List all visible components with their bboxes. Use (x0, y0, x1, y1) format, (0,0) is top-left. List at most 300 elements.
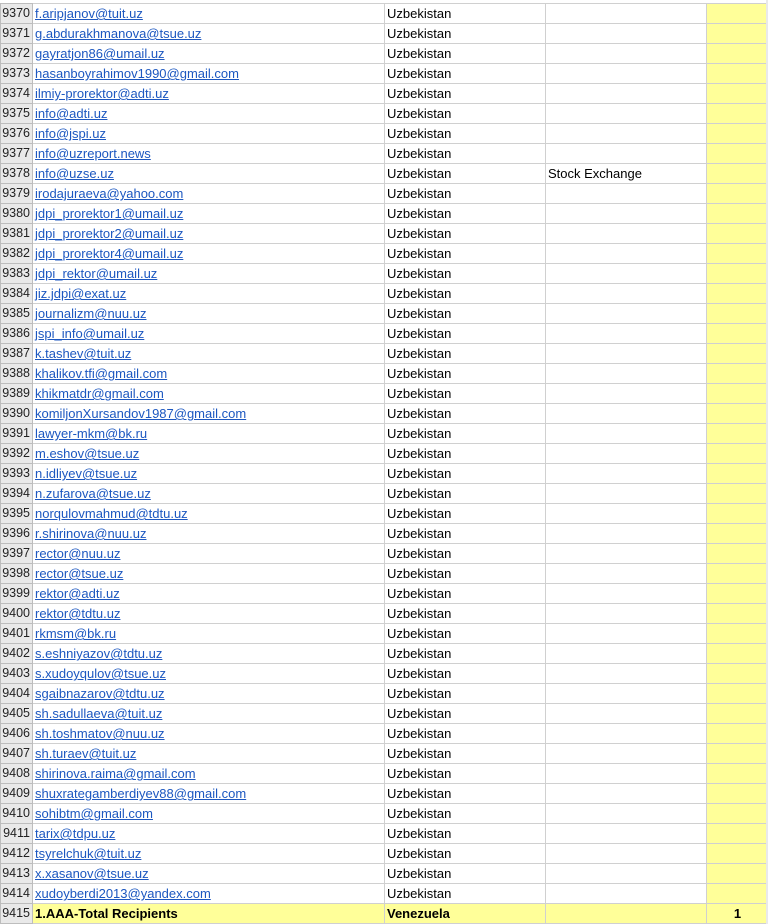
email-cell[interactable] (33, 464, 385, 484)
note-cell[interactable] (546, 144, 707, 164)
count-cell[interactable] (707, 364, 767, 384)
email-link[interactable]: ilmiy-prorektor@adti.uz (35, 86, 169, 101)
count-cell[interactable] (707, 284, 767, 304)
row-header[interactable]: 9376 (1, 124, 33, 144)
row-header[interactable]: 9390 (1, 404, 33, 424)
row-header[interactable]: 9383 (1, 264, 33, 284)
country-cell[interactable]: Uzbekistan (385, 584, 546, 604)
count-cell[interactable] (707, 444, 767, 464)
row-header[interactable]: 9410 (1, 804, 33, 824)
total-label-cell[interactable]: 1.AAA-Total Recipients (33, 904, 385, 924)
row-header[interactable]: 9372 (1, 44, 33, 64)
row-header[interactable]: 9399 (1, 584, 33, 604)
country-cell[interactable]: Uzbekistan (385, 604, 546, 624)
note-cell[interactable] (546, 644, 707, 664)
table-row[interactable] (1, 244, 767, 264)
note-cell[interactable] (546, 664, 707, 684)
note-cell[interactable] (546, 324, 707, 344)
email-link[interactable]: s.xudoyqulov@tsue.uz (35, 666, 166, 681)
note-cell[interactable] (546, 724, 707, 744)
email-cell[interactable] (33, 24, 385, 44)
country-cell[interactable]: Uzbekistan (385, 364, 546, 384)
country-cell[interactable]: Uzbekistan (385, 564, 546, 584)
note-cell[interactable] (546, 344, 707, 364)
row-header[interactable]: 9398 (1, 564, 33, 584)
email-link[interactable]: r.shirinova@nuu.uz (35, 526, 147, 541)
note-cell[interactable] (546, 804, 707, 824)
country-cell[interactable]: Uzbekistan (385, 204, 546, 224)
email-link[interactable]: khalikov.tfi@gmail.com (35, 366, 168, 381)
row-header[interactable]: 9414 (1, 884, 33, 904)
table-row[interactable] (1, 64, 767, 84)
email-link[interactable]: xudoyberdi2013@yandex.com (35, 886, 211, 901)
table-row[interactable] (1, 324, 767, 344)
row-header[interactable]: 9371 (1, 24, 33, 44)
table-row[interactable] (1, 544, 767, 564)
count-cell[interactable] (707, 784, 767, 804)
table-row[interactable] (1, 84, 767, 104)
country-cell[interactable]: Uzbekistan (385, 684, 546, 704)
note-cell[interactable] (546, 564, 707, 584)
note-cell[interactable] (546, 684, 707, 704)
table-row[interactable] (1, 724, 767, 744)
note-cell[interactable] (546, 824, 707, 844)
table-row[interactable] (1, 284, 767, 304)
row-header[interactable]: 9380 (1, 204, 33, 224)
note-cell[interactable] (546, 704, 707, 724)
row-header[interactable]: 9395 (1, 504, 33, 524)
email-link[interactable]: sh.toshmatov@nuu.uz (35, 726, 165, 741)
email-cell[interactable] (33, 784, 385, 804)
country-cell[interactable]: Uzbekistan (385, 4, 546, 24)
total-row[interactable] (1, 904, 767, 924)
note-cell[interactable] (546, 284, 707, 304)
table-row[interactable] (1, 684, 767, 704)
note-cell[interactable] (546, 64, 707, 84)
email-link[interactable]: irodajuraeva@yahoo.com (35, 186, 184, 201)
count-cell[interactable] (707, 564, 767, 584)
row-header[interactable]: 9400 (1, 604, 33, 624)
row-header[interactable]: 9386 (1, 324, 33, 344)
note-cell[interactable] (546, 4, 707, 24)
email-cell[interactable] (33, 404, 385, 424)
table-row[interactable] (1, 824, 767, 844)
email-cell[interactable] (33, 4, 385, 24)
country-cell[interactable]: Uzbekistan (385, 284, 546, 304)
email-cell[interactable] (33, 164, 385, 184)
country-cell[interactable]: Uzbekistan (385, 544, 546, 564)
count-cell[interactable] (707, 244, 767, 264)
table-row[interactable] (1, 444, 767, 464)
row-header[interactable]: 9412 (1, 844, 33, 864)
email-link[interactable]: norqulovmahmud@tdtu.uz (35, 506, 188, 521)
table-row[interactable] (1, 124, 767, 144)
email-link[interactable]: jdpi_prorektor2@umail.uz (35, 226, 184, 241)
count-cell[interactable] (707, 524, 767, 544)
note-cell[interactable] (546, 124, 707, 144)
email-cell[interactable] (33, 144, 385, 164)
row-header[interactable]: 9392 (1, 444, 33, 464)
table-row[interactable] (1, 464, 767, 484)
row-header[interactable]: 9391 (1, 424, 33, 444)
count-cell[interactable] (707, 824, 767, 844)
count-cell[interactable] (707, 744, 767, 764)
note-cell[interactable] (546, 844, 707, 864)
country-cell[interactable]: Uzbekistan (385, 464, 546, 484)
table-row[interactable] (1, 164, 767, 184)
country-cell[interactable]: Uzbekistan (385, 144, 546, 164)
row-header[interactable]: 9396 (1, 524, 33, 544)
country-cell[interactable]: Uzbekistan (385, 664, 546, 684)
count-cell[interactable] (707, 24, 767, 44)
row-header[interactable]: 9389 (1, 384, 33, 404)
email-link[interactable]: x.xasanov@tsue.uz (35, 866, 149, 881)
email-link[interactable]: gayratjon86@umail.uz (35, 46, 165, 61)
email-link[interactable]: s.eshniyazov@tdtu.uz (35, 646, 163, 661)
country-cell[interactable]: Uzbekistan (385, 164, 546, 184)
note-cell[interactable] (546, 524, 707, 544)
email-cell[interactable] (33, 304, 385, 324)
count-cell[interactable] (707, 44, 767, 64)
table-row[interactable] (1, 704, 767, 724)
row-header[interactable]: 9374 (1, 84, 33, 104)
email-link[interactable]: g.abdurakhmanova@tsue.uz (35, 26, 202, 41)
count-cell[interactable] (707, 424, 767, 444)
table-row[interactable] (1, 304, 767, 324)
row-header[interactable]: 9415 (1, 904, 33, 924)
count-cell[interactable] (707, 664, 767, 684)
email-cell[interactable] (33, 524, 385, 544)
email-link[interactable]: info@uzreport.news (35, 146, 151, 161)
note-cell[interactable] (546, 504, 707, 524)
table-row[interactable] (1, 44, 767, 64)
count-cell[interactable] (707, 684, 767, 704)
count-cell[interactable] (707, 4, 767, 24)
note-cell[interactable] (546, 444, 707, 464)
table-row[interactable] (1, 484, 767, 504)
row-header[interactable]: 9379 (1, 184, 33, 204)
email-cell[interactable] (33, 564, 385, 584)
country-cell[interactable]: Uzbekistan (385, 404, 546, 424)
email-cell[interactable] (33, 444, 385, 464)
country-cell[interactable]: Uzbekistan (385, 184, 546, 204)
table-row[interactable] (1, 604, 767, 624)
email-link[interactable]: rektor@adti.uz (35, 586, 120, 601)
note-cell[interactable] (546, 384, 707, 404)
row-header[interactable]: 9413 (1, 864, 33, 884)
email-link[interactable]: rektor@tdtu.uz (35, 606, 121, 621)
count-cell[interactable] (707, 884, 767, 904)
email-cell[interactable] (33, 284, 385, 304)
email-cell[interactable] (33, 824, 385, 844)
country-cell[interactable]: Uzbekistan (385, 744, 546, 764)
email-cell[interactable] (33, 64, 385, 84)
country-cell[interactable]: Uzbekistan (385, 624, 546, 644)
email-cell[interactable] (33, 664, 385, 684)
email-link[interactable]: jdpi_prorektor1@umail.uz (35, 206, 184, 221)
email-cell[interactable] (33, 204, 385, 224)
note-cell[interactable] (546, 84, 707, 104)
table-row[interactable] (1, 884, 767, 904)
row-header[interactable]: 9408 (1, 764, 33, 784)
email-cell[interactable] (33, 364, 385, 384)
country-cell[interactable]: Uzbekistan (385, 784, 546, 804)
email-link[interactable]: hasanboyrahimov1990@gmail.com (35, 66, 239, 81)
count-cell[interactable] (707, 604, 767, 624)
country-cell[interactable]: Uzbekistan (385, 724, 546, 744)
country-cell[interactable]: Uzbekistan (385, 384, 546, 404)
email-link[interactable]: jdpi_prorektor4@umail.uz (35, 246, 184, 261)
email-cell[interactable] (33, 224, 385, 244)
row-header[interactable]: 9375 (1, 104, 33, 124)
table-row[interactable] (1, 424, 767, 444)
table-row[interactable] (1, 4, 767, 24)
table-row[interactable] (1, 264, 767, 284)
email-cell[interactable] (33, 424, 385, 444)
email-link[interactable]: rector@tsue.uz (35, 566, 124, 581)
country-cell[interactable]: Uzbekistan (385, 704, 546, 724)
email-cell[interactable] (33, 844, 385, 864)
email-link[interactable]: jiz.jdpi@exat.uz (35, 286, 127, 301)
row-header[interactable]: 9387 (1, 344, 33, 364)
email-cell[interactable] (33, 504, 385, 524)
count-cell[interactable] (707, 584, 767, 604)
country-cell[interactable]: Uzbekistan (385, 104, 546, 124)
email-link[interactable]: f.aripjanov@tuit.uz (35, 6, 143, 21)
country-cell[interactable]: Uzbekistan (385, 224, 546, 244)
note-cell[interactable] (546, 744, 707, 764)
email-link[interactable]: k.tashev@tuit.uz (35, 346, 132, 361)
row-header[interactable]: 9373 (1, 64, 33, 84)
table-row[interactable] (1, 644, 767, 664)
count-cell[interactable] (707, 724, 767, 744)
table-row[interactable] (1, 504, 767, 524)
country-cell[interactable]: Uzbekistan (385, 64, 546, 84)
country-cell[interactable]: Uzbekistan (385, 644, 546, 664)
count-cell[interactable] (707, 484, 767, 504)
email-cell[interactable] (33, 544, 385, 564)
note-cell[interactable] (546, 464, 707, 484)
count-cell[interactable] (707, 844, 767, 864)
email-link[interactable]: m.eshov@tsue.uz (35, 446, 140, 461)
table-row[interactable] (1, 764, 767, 784)
note-cell[interactable] (546, 764, 707, 784)
note-cell[interactable] (546, 604, 707, 624)
email-link[interactable]: info@uzse.uz (35, 166, 114, 181)
country-cell[interactable]: Uzbekistan (385, 264, 546, 284)
note-cell[interactable] (546, 784, 707, 804)
count-cell[interactable] (707, 264, 767, 284)
row-header[interactable]: 9382 (1, 244, 33, 264)
note-cell[interactable] (546, 304, 707, 324)
row-header[interactable]: 9402 (1, 644, 33, 664)
email-link[interactable]: n.zufarova@tsue.uz (35, 486, 151, 501)
note-cell[interactable] (546, 244, 707, 264)
table-row[interactable] (1, 864, 767, 884)
total-note-cell[interactable] (546, 904, 707, 924)
note-cell[interactable] (546, 484, 707, 504)
note-cell[interactable] (546, 624, 707, 644)
email-link[interactable]: shuxrategamberdiyev88@gmail.com (35, 786, 247, 801)
count-cell[interactable] (707, 404, 767, 424)
email-cell[interactable] (33, 724, 385, 744)
count-cell[interactable] (707, 324, 767, 344)
row-header[interactable]: 9370 (1, 4, 33, 24)
email-link[interactable]: sgaibnazarov@tdtu.uz (35, 686, 165, 701)
note-cell[interactable]: Stock Exchange (546, 164, 707, 184)
count-cell[interactable] (707, 104, 767, 124)
email-link[interactable]: sh.turaev@tuit.uz (35, 746, 137, 761)
country-cell[interactable]: Uzbekistan (385, 424, 546, 444)
email-cell[interactable] (33, 344, 385, 364)
country-cell[interactable]: Uzbekistan (385, 304, 546, 324)
count-cell[interactable] (707, 64, 767, 84)
table-row[interactable] (1, 24, 767, 44)
note-cell[interactable] (546, 864, 707, 884)
email-link[interactable]: n.idliyev@tsue.uz (35, 466, 138, 481)
country-cell[interactable]: Uzbekistan (385, 324, 546, 344)
count-cell[interactable] (707, 504, 767, 524)
total-country-cell[interactable]: Venezuela (385, 904, 546, 924)
table-row[interactable] (1, 184, 767, 204)
email-link[interactable]: journalizm@nuu.uz (35, 306, 147, 321)
country-cell[interactable]: Uzbekistan (385, 84, 546, 104)
country-cell[interactable]: Uzbekistan (385, 484, 546, 504)
email-link[interactable]: tarix@tdpu.uz (35, 826, 116, 841)
email-link[interactable]: tsyrelchuk@tuit.uz (35, 846, 142, 861)
country-cell[interactable]: Uzbekistan (385, 884, 546, 904)
country-cell[interactable]: Uzbekistan (385, 764, 546, 784)
note-cell[interactable] (546, 544, 707, 564)
email-cell[interactable] (33, 584, 385, 604)
country-cell[interactable]: Uzbekistan (385, 864, 546, 884)
email-link[interactable]: komiljonXursandov1987@gmail.com (35, 406, 247, 421)
note-cell[interactable] (546, 424, 707, 444)
country-cell[interactable]: Uzbekistan (385, 344, 546, 364)
count-cell[interactable] (707, 344, 767, 364)
count-cell[interactable] (707, 624, 767, 644)
email-cell[interactable] (33, 864, 385, 884)
note-cell[interactable] (546, 224, 707, 244)
table-row[interactable] (1, 384, 767, 404)
count-cell[interactable] (707, 164, 767, 184)
count-cell[interactable] (707, 644, 767, 664)
count-cell[interactable] (707, 124, 767, 144)
table-row[interactable] (1, 584, 767, 604)
note-cell[interactable] (546, 584, 707, 604)
row-header[interactable]: 9409 (1, 784, 33, 804)
email-cell[interactable] (33, 684, 385, 704)
count-cell[interactable] (707, 224, 767, 244)
table-row[interactable] (1, 784, 767, 804)
row-header[interactable]: 9377 (1, 144, 33, 164)
email-cell[interactable] (33, 764, 385, 784)
email-cell[interactable] (33, 804, 385, 824)
row-header[interactable]: 9388 (1, 364, 33, 384)
table-row[interactable] (1, 744, 767, 764)
email-link[interactable]: jdpi_rektor@umail.uz (35, 266, 158, 281)
table-row[interactable] (1, 804, 767, 824)
country-cell[interactable]: Uzbekistan (385, 24, 546, 44)
table-row[interactable] (1, 564, 767, 584)
count-cell[interactable] (707, 704, 767, 724)
row-header[interactable]: 9403 (1, 664, 33, 684)
country-cell[interactable]: Uzbekistan (385, 244, 546, 264)
email-link[interactable]: jspi_info@umail.uz (35, 326, 145, 341)
country-cell[interactable]: Uzbekistan (385, 524, 546, 544)
row-header[interactable]: 9385 (1, 304, 33, 324)
country-cell[interactable]: Uzbekistan (385, 804, 546, 824)
note-cell[interactable] (546, 404, 707, 424)
note-cell[interactable] (546, 104, 707, 124)
email-cell[interactable] (33, 744, 385, 764)
count-cell[interactable] (707, 464, 767, 484)
country-cell[interactable]: Uzbekistan (385, 444, 546, 464)
count-cell[interactable] (707, 304, 767, 324)
table-row[interactable] (1, 144, 767, 164)
email-cell[interactable] (33, 264, 385, 284)
row-header[interactable]: 9381 (1, 224, 33, 244)
email-cell[interactable] (33, 604, 385, 624)
row-header[interactable]: 9405 (1, 704, 33, 724)
email-cell[interactable] (33, 84, 385, 104)
total-count-cell[interactable]: 1 (707, 904, 767, 924)
note-cell[interactable] (546, 44, 707, 64)
email-link[interactable]: sh.sadullaeva@tuit.uz (35, 706, 163, 721)
note-cell[interactable] (546, 884, 707, 904)
count-cell[interactable] (707, 544, 767, 564)
email-cell[interactable] (33, 384, 385, 404)
count-cell[interactable] (707, 864, 767, 884)
note-cell[interactable] (546, 24, 707, 44)
row-header[interactable]: 9393 (1, 464, 33, 484)
email-cell[interactable] (33, 184, 385, 204)
email-cell[interactable] (33, 324, 385, 344)
email-link[interactable]: info@jspi.uz (35, 126, 107, 141)
table-row[interactable] (1, 664, 767, 684)
table-row[interactable] (1, 524, 767, 544)
country-cell[interactable]: Uzbekistan (385, 124, 546, 144)
table-row[interactable] (1, 844, 767, 864)
count-cell[interactable] (707, 804, 767, 824)
table-row[interactable] (1, 344, 767, 364)
row-header[interactable]: 9394 (1, 484, 33, 504)
row-header[interactable]: 9404 (1, 684, 33, 704)
note-cell[interactable] (546, 364, 707, 384)
email-cell[interactable] (33, 484, 385, 504)
row-header[interactable]: 9407 (1, 744, 33, 764)
email-link[interactable]: shirinova.raima@gmail.com (35, 766, 196, 781)
email-cell[interactable] (33, 44, 385, 64)
country-cell[interactable]: Uzbekistan (385, 824, 546, 844)
table-row[interactable] (1, 224, 767, 244)
row-header[interactable]: 9397 (1, 544, 33, 564)
email-cell[interactable] (33, 104, 385, 124)
table-row[interactable] (1, 624, 767, 644)
count-cell[interactable] (707, 184, 767, 204)
count-cell[interactable] (707, 384, 767, 404)
email-cell[interactable] (33, 244, 385, 264)
email-link[interactable]: rector@nuu.uz (35, 546, 121, 561)
table-row[interactable] (1, 364, 767, 384)
row-header[interactable]: 9406 (1, 724, 33, 744)
count-cell[interactable] (707, 84, 767, 104)
country-cell[interactable]: Uzbekistan (385, 844, 546, 864)
email-link[interactable]: khikmatdr@gmail.com (35, 386, 164, 401)
note-cell[interactable] (546, 264, 707, 284)
email-cell[interactable] (33, 624, 385, 644)
count-cell[interactable] (707, 204, 767, 224)
